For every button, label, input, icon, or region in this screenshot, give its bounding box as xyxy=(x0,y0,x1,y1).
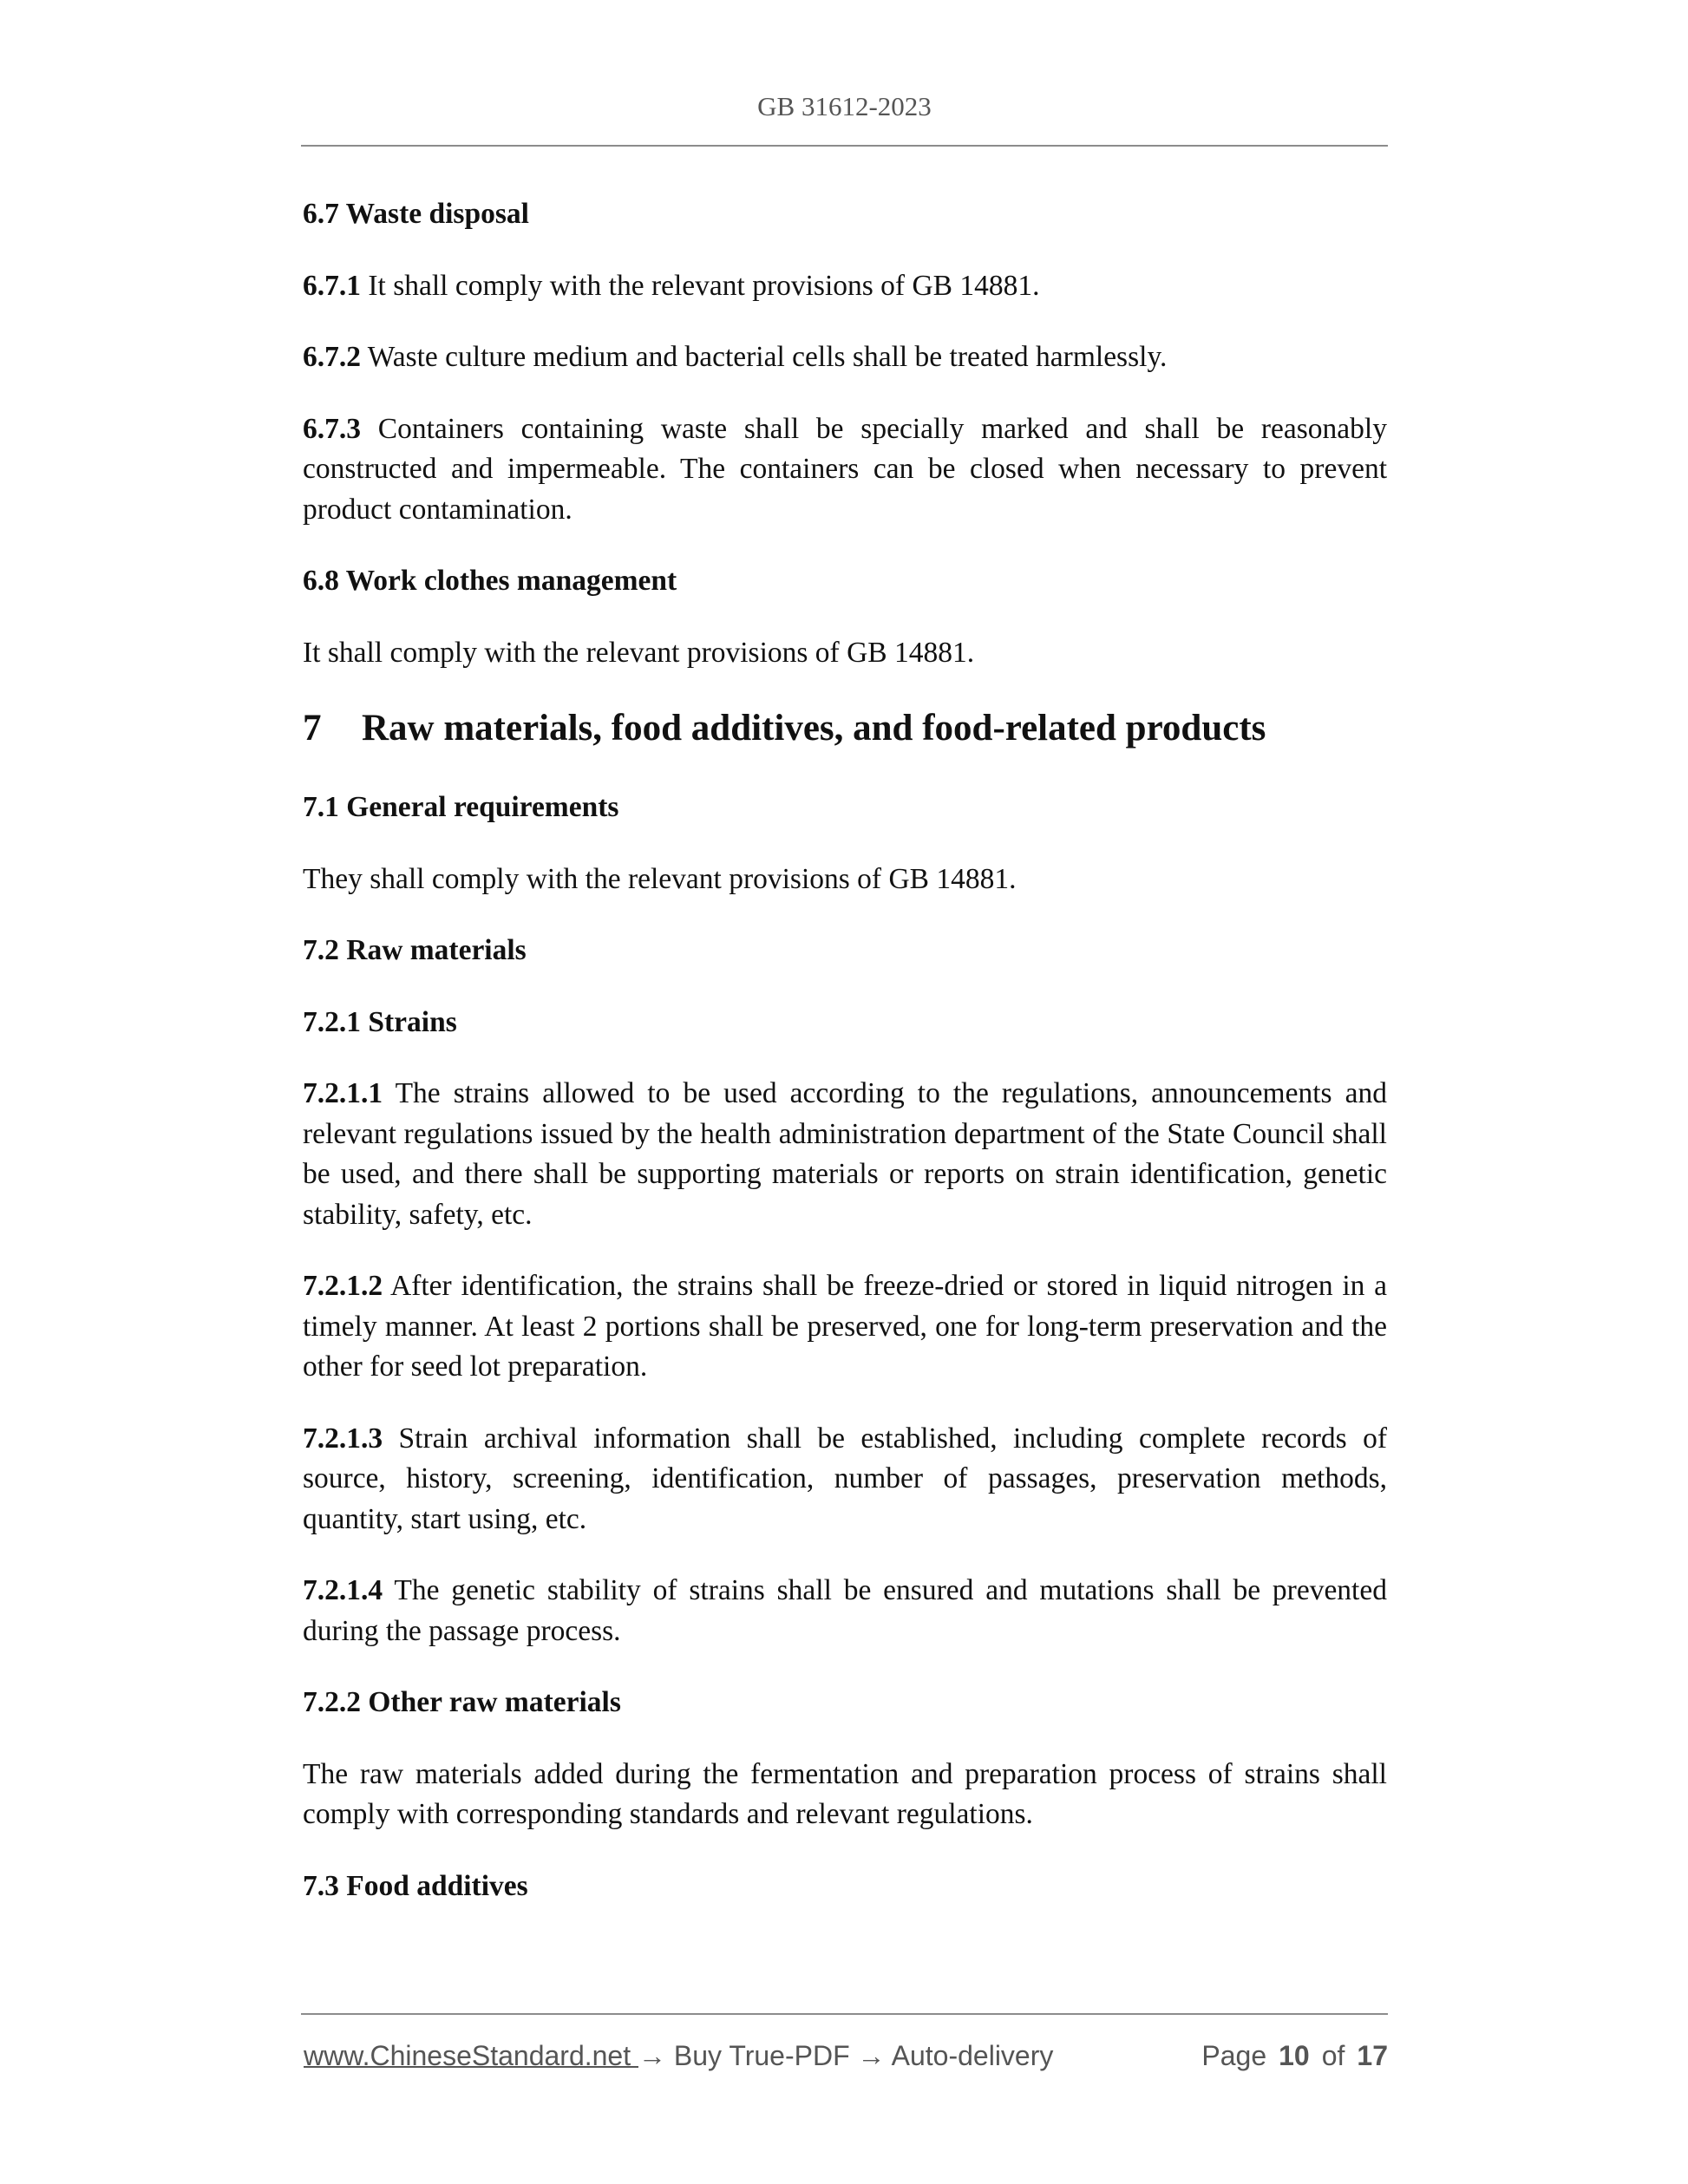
clause-7-2-1-2 xyxy=(303,1266,1387,1388)
clause-7-2-1-1 xyxy=(303,1074,1387,1235)
paragraph-6-8 xyxy=(303,633,1387,674)
clause-number: 6.7.3 xyxy=(303,412,361,445)
paragraph-7-1 xyxy=(303,860,1387,900)
page-label: Page xyxy=(1201,2040,1267,2071)
total-pages-number: 17 xyxy=(1357,2040,1388,2071)
clause-text: The genetic stability of strains shall be ensured and mutations shall be prevented during the passage process. xyxy=(303,1574,1387,1647)
clause-text: It shall comply with the relevant provisions of GB 14881. xyxy=(368,269,1040,302)
clause-6-7-3 xyxy=(303,409,1387,531)
footer-divider xyxy=(301,2013,1388,2015)
clause-text: The strains allowed to be used according to the regulations, announcements and relevant regulations issued by the health administration department of the State Council shall be used, and there shall be supporting materials or reports on strain identification, genetic stability, safety, etc. xyxy=(303,1077,1387,1231)
page-indicator xyxy=(1201,2038,1388,2073)
clause-text: After identification, the strains shall be freeze-dried or stored in liquid nitrogen in a timely manner. At least 2 portions shall be preserved, one for long-term preservation and the other for seed lot preparation. xyxy=(303,1270,1387,1383)
paragraph-text: They shall comply with the relevant provisions of GB 14881. xyxy=(303,862,1017,895)
running-header: GB 31612-2023 xyxy=(757,91,932,121)
current-page-number: 10 xyxy=(1279,2040,1310,2071)
heading-7-1: 7.1 General requirements xyxy=(303,791,619,823)
heading-7-3: 7.3 Food additives xyxy=(303,1869,528,1902)
chapter-number: 7 xyxy=(303,708,322,749)
clause-text: Waste culture medium and bacterial cells shall be treated harmlessly. xyxy=(367,341,1168,373)
clause-7-2-1-4 xyxy=(303,1571,1387,1651)
page-footer xyxy=(304,2038,1388,2073)
heading-7-2-1: 7.2.1 Strains xyxy=(303,1005,457,1038)
clause-6-7-1 xyxy=(303,266,1387,307)
clause-number: 7.2.1.2 xyxy=(303,1270,383,1302)
header-divider xyxy=(301,145,1388,147)
document-body xyxy=(303,194,1387,1938)
clause-6-7-2 xyxy=(303,337,1387,378)
chapter-heading-7 xyxy=(303,704,1387,753)
heading-6-8: 6.8 Work clothes management xyxy=(303,565,677,597)
footer-promo xyxy=(304,2038,1053,2073)
clause-text: Strain archival information shall be established, including complete records of source, history, screening, identification, number of passages, preservation methods, quantity, start using, etc. xyxy=(303,1422,1387,1535)
clause-number: 7.2.1.3 xyxy=(303,1422,383,1455)
website-link[interactable]: www.ChineseStandard.net xyxy=(304,2040,638,2071)
auto-delivery-label: Auto-delivery xyxy=(891,2040,1054,2071)
arrow-right-icon: → xyxy=(857,2040,886,2071)
heading-6-7: 6.7 Waste disposal xyxy=(303,198,529,230)
buy-pdf-label: Buy True-PDF xyxy=(673,2040,850,2071)
of-label: of xyxy=(1321,2040,1345,2071)
clause-number: 6.7.2 xyxy=(303,341,361,373)
arrow-right-icon: → xyxy=(638,2040,666,2071)
clause-number: 7.2.1.1 xyxy=(303,1077,383,1109)
heading-7-2-2: 7.2.2 Other raw materials xyxy=(303,1686,621,1718)
chapter-title: Raw materials, food additives, and food-related products xyxy=(362,708,1266,749)
clause-number: 6.7.1 xyxy=(303,269,361,302)
paragraph-7-2-2 xyxy=(303,1755,1387,1835)
heading-7-2: 7.2 Raw materials xyxy=(303,934,527,966)
clause-7-2-1-3 xyxy=(303,1419,1387,1540)
paragraph-text: It shall comply with the relevant provisions of GB 14881. xyxy=(303,636,975,669)
clause-number: 7.2.1.4 xyxy=(303,1574,383,1606)
paragraph-text: The raw materials added during the fermentation and preparation process of strains shall comply with corresponding standards and relevant regulations. xyxy=(303,1757,1387,1830)
clause-text: Containers containing waste shall be specially marked and shall be reasonably constructed and impermeable. The containers can be closed when necessary to prevent product contamination. xyxy=(303,412,1387,526)
